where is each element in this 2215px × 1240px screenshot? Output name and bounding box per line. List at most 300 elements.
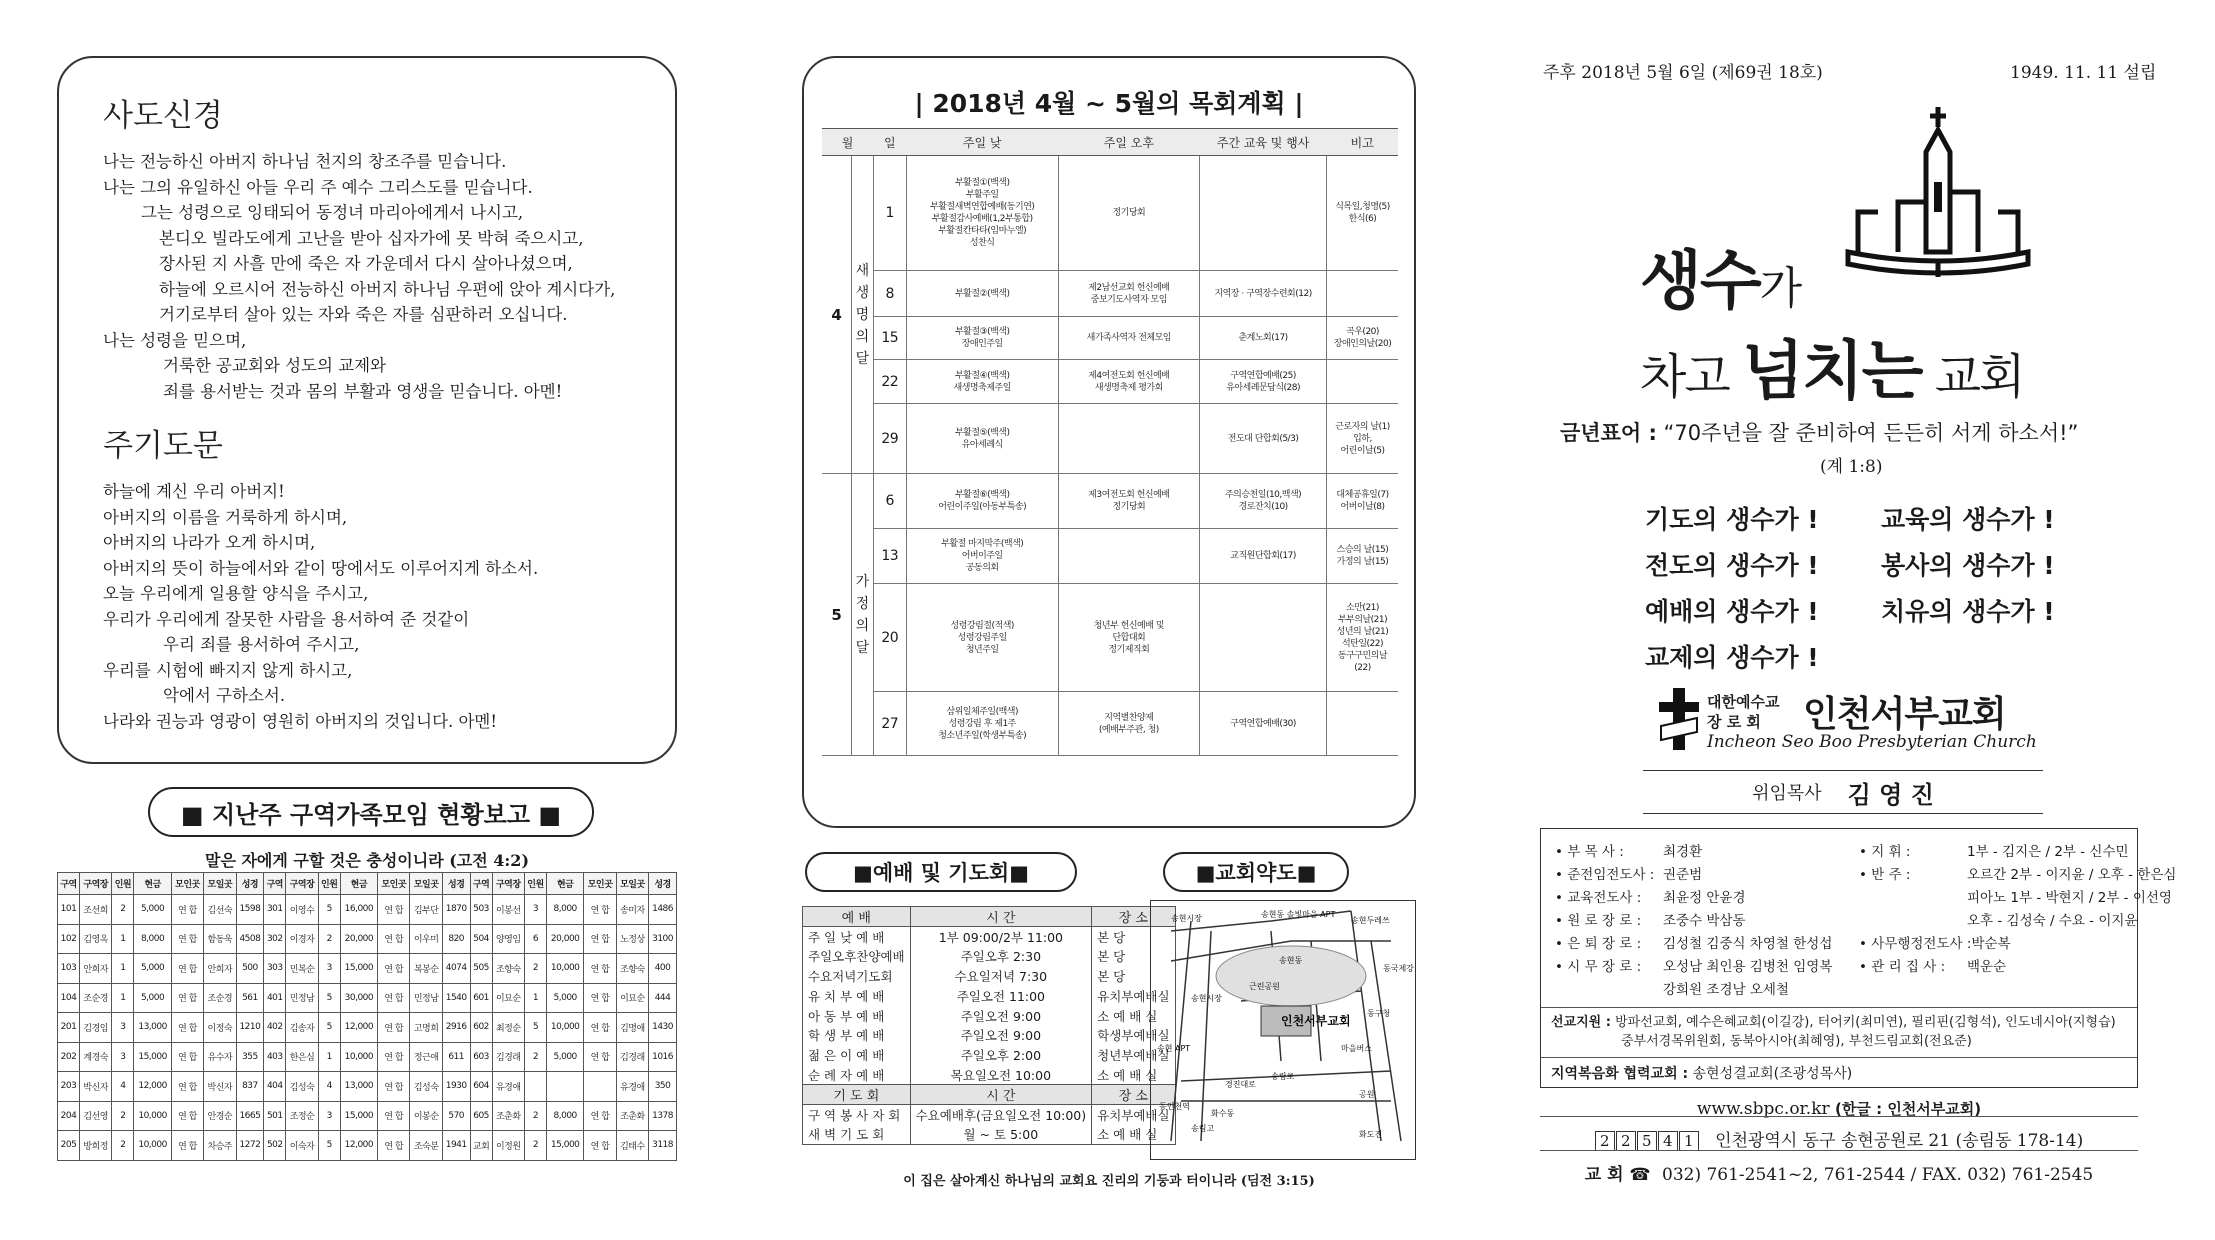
report-cell: 조선희 bbox=[80, 895, 112, 925]
worship-title: ■예배 및 기도회■ bbox=[805, 852, 1077, 892]
plan-cell-pm: 제4여전도회 헌신예배 새생명축제 평가회 bbox=[1058, 360, 1200, 404]
slogan-bold: 생수 bbox=[1640, 245, 1760, 319]
creed-title: 사도신경 bbox=[103, 98, 223, 134]
vital-item: 교제의 생수가 ! bbox=[1645, 643, 1819, 672]
staff-role: • 지 휘 : bbox=[1859, 844, 1911, 860]
worship-cell: 주일오후찬양예배 bbox=[803, 946, 911, 966]
report-cell: 연 합 bbox=[378, 983, 410, 1013]
report-cell: 김영옥 bbox=[80, 924, 112, 954]
worship-cell: 목요일오전 10:00 bbox=[910, 1065, 1092, 1085]
creed-line: 거기로부터 살아 있는 자와 죽은 자를 심판하러 오십니다. bbox=[159, 305, 568, 324]
report-cell: 안경순 bbox=[204, 1101, 236, 1131]
report-cell: 2 bbox=[112, 895, 134, 925]
plan-cell-note bbox=[1326, 271, 1398, 317]
report-cell: 1272 bbox=[236, 1131, 264, 1161]
plan-row bbox=[822, 474, 1398, 529]
slogan-line1 bbox=[1640, 230, 1800, 322]
worship-cell: 학 생 부 예 배 bbox=[803, 1025, 911, 1045]
plan-cell-pm: 지역별찬양제 (예배부주관, 청) bbox=[1058, 692, 1200, 756]
map-label: 공원 bbox=[1359, 1090, 1375, 1099]
prayer-line: 아버지의 이름을 거룩하게 하시며, bbox=[103, 507, 348, 527]
report-cell: 5,000 bbox=[134, 895, 171, 925]
staff-names: 최윤정 안윤경 bbox=[1663, 890, 1746, 906]
staff-role: • 부 목 사 : bbox=[1555, 844, 1624, 860]
report-cell: 안희자 bbox=[204, 954, 236, 984]
report-cell: 4 bbox=[318, 1072, 340, 1102]
report-cell: 김명애 bbox=[616, 1013, 648, 1043]
report-cell: 303 bbox=[264, 954, 286, 984]
staff-role: • 교육전도사 : bbox=[1555, 890, 1642, 906]
mission-label: 선교지원 : bbox=[1551, 1015, 1611, 1030]
staff-names: 조중수 박삼동 bbox=[1663, 913, 1746, 929]
worship-cell: 유치부예배실 bbox=[1092, 986, 1175, 1006]
worship-cell: 소 예 배 실 bbox=[1092, 1006, 1175, 1026]
report-cell: 이정원 bbox=[492, 1131, 524, 1161]
report-cell: 조향숙 bbox=[616, 954, 648, 984]
plan-day: 1 bbox=[873, 156, 906, 271]
report-header: 구역장 bbox=[80, 873, 112, 895]
report-cell: 정근애 bbox=[410, 1042, 442, 1072]
report-cell: 2 bbox=[112, 1101, 134, 1131]
report-cell: 김성숙 bbox=[286, 1072, 318, 1102]
church-map bbox=[1150, 900, 1416, 1160]
report-cell: 561 bbox=[236, 983, 264, 1013]
staff-names: 백운순 bbox=[1967, 959, 2007, 975]
plan-day: 15 bbox=[873, 317, 906, 360]
worship-cell: 아 동 부 예 배 bbox=[803, 1006, 911, 1026]
table-row bbox=[58, 1013, 677, 1043]
report-cell: 연 합 bbox=[171, 1101, 203, 1131]
zip-digit: 5 bbox=[1637, 1131, 1657, 1151]
report-cell: 연 합 bbox=[584, 895, 616, 925]
staff-line bbox=[1859, 956, 2139, 979]
report-cell: 1 bbox=[112, 924, 134, 954]
report-cell: 1540 bbox=[442, 983, 470, 1013]
report-cell: 205 bbox=[58, 1131, 80, 1161]
plan-header: 비고 bbox=[1326, 129, 1398, 156]
report-header: 모일곳 bbox=[410, 873, 442, 895]
report-cell: 송미자 bbox=[616, 895, 648, 925]
prayer-line: 오늘 우리에게 일용할 양식을 주시고, bbox=[103, 584, 369, 603]
report-cell: 연 합 bbox=[171, 1131, 203, 1161]
report-cell: 복봉순 bbox=[410, 954, 442, 984]
partner-church: 송현성결교회(조광성목사) bbox=[1692, 1066, 1853, 1082]
report-cell: 2 bbox=[318, 924, 340, 954]
plan-cell-edu: 구역연합예배(30) bbox=[1200, 692, 1327, 756]
report-cell: 계경숙 bbox=[80, 1042, 112, 1072]
report-cell: 10,000 bbox=[546, 1013, 583, 1043]
issue-date: 주후 2018년 5월 6일 (제69권 18호) bbox=[1543, 63, 1823, 83]
plan-cell-am: 성령강림절(적색) 성령강림주일 청년주일 bbox=[906, 584, 1058, 692]
report-cell: 505 bbox=[470, 954, 492, 984]
creed-line: 장사된 지 사흘 만에 죽은 자 가운데서 다시 살아나셨으며, bbox=[159, 254, 573, 273]
plan-cell-note: 대체공휴일(7) 어버이날(8) bbox=[1326, 474, 1398, 529]
report-header: 모일곳 bbox=[616, 873, 648, 895]
annual-motto bbox=[1560, 417, 2078, 447]
report-cell: 이숙자 bbox=[286, 1131, 318, 1161]
report-cell: 570 bbox=[442, 1101, 470, 1131]
plan-cell-pm: 제3여전도회 헌신예배 정기당회 bbox=[1058, 474, 1200, 529]
staff-line bbox=[1555, 841, 1855, 864]
report-cell: 8,000 bbox=[546, 895, 583, 925]
plan-cell-am: 부활절 마지막주(백색) 어버이주일 공동의회 bbox=[906, 529, 1058, 584]
report-header: 구역 bbox=[264, 873, 286, 895]
table-row bbox=[58, 1072, 677, 1102]
report-cell: 3 bbox=[318, 1101, 340, 1131]
worship-header: 예 배 bbox=[803, 907, 911, 927]
report-cell: 8,000 bbox=[134, 924, 171, 954]
map-label: 송현 APT bbox=[1157, 1044, 1191, 1053]
vital-item: 전도의 생수가 ! bbox=[1645, 551, 1819, 580]
report-cell: 401 bbox=[264, 983, 286, 1013]
staff-line bbox=[1555, 956, 1855, 979]
denomination-2: 장 로 회 bbox=[1707, 713, 1761, 731]
prayer-text bbox=[103, 479, 631, 734]
staff-role: • 시 무 장 로 : bbox=[1555, 959, 1642, 975]
worship-cell: 소 예 배 실 bbox=[1092, 1125, 1175, 1145]
report-cell: 유경애 bbox=[492, 1072, 524, 1102]
worship-cell: 학생부예배실 bbox=[1092, 1025, 1175, 1045]
report-cell: 12,000 bbox=[340, 1013, 377, 1043]
plan-cell-edu bbox=[1200, 156, 1327, 271]
plan-row bbox=[822, 404, 1398, 474]
worship-row bbox=[803, 986, 1176, 1006]
map-label: 화수동 bbox=[1211, 1109, 1235, 1118]
report-cell: 103 bbox=[58, 954, 80, 984]
worship-header: 기 도 회 bbox=[803, 1085, 911, 1105]
plan-row bbox=[822, 529, 1398, 584]
ministry-plan-table bbox=[822, 128, 1398, 756]
map-label: 송현두레쓰 bbox=[1351, 916, 1390, 925]
report-cell: 5,000 bbox=[546, 1042, 583, 1072]
staff-line bbox=[1859, 910, 2139, 933]
report-cell: 3 bbox=[112, 1013, 134, 1043]
report-cell: 4074 bbox=[442, 954, 470, 984]
prayer-line: 우리 죄를 용서하여 주시고, bbox=[163, 635, 360, 654]
motto-text: “70주년을 잘 준비하여 든든히 서게 하소서!” bbox=[1663, 421, 2079, 445]
report-cell: 연 합 bbox=[378, 954, 410, 984]
church-bible-icon bbox=[1838, 102, 2038, 302]
address-line bbox=[1540, 1126, 2138, 1151]
report-cell: 이영수 bbox=[286, 895, 318, 925]
report-cell: 함동욱 bbox=[204, 924, 236, 954]
report-title: ■ 지난주 구역가족모임 현황보고 ■ bbox=[148, 787, 594, 837]
report-cell: 355 bbox=[236, 1042, 264, 1072]
map-label: 화도진 bbox=[1359, 1130, 1383, 1139]
creed-text bbox=[103, 149, 631, 404]
staff-line bbox=[1859, 841, 2139, 864]
plan-cell-edu: 구역연합예배(25) 유아세례문답식(28) bbox=[1200, 360, 1327, 404]
report-cell: 3100 bbox=[649, 924, 677, 954]
website-korean: (한글 : 인천서부교회) bbox=[1835, 1100, 1982, 1118]
motto-reference: (계 1:8) bbox=[1820, 457, 1883, 477]
table-row bbox=[58, 954, 677, 984]
report-cell: 김선영 bbox=[80, 1101, 112, 1131]
report-cell: 604 bbox=[470, 1072, 492, 1102]
plan-cell-edu: 지역장 · 구역장수련회(12) bbox=[1200, 271, 1327, 317]
report-header: 현금 bbox=[546, 873, 583, 895]
report-cell: 15,000 bbox=[340, 1101, 377, 1131]
report-cell: 10,000 bbox=[134, 1131, 171, 1161]
staff-line bbox=[1555, 864, 1855, 887]
denomination-1: 대한예수교 bbox=[1707, 693, 1780, 711]
report-cell: 김태수 bbox=[616, 1131, 648, 1161]
map-label: 동국제강 bbox=[1383, 964, 1414, 973]
staff-role: • 사무행정전도사 : bbox=[1859, 936, 1972, 952]
map-label: 송현시장 bbox=[1191, 994, 1222, 1003]
plan-header: 주간 교육 및 행사 bbox=[1200, 129, 1327, 156]
worship-cell: 유 치 부 예 배 bbox=[803, 986, 911, 1006]
address: 인천광역시 동구 송현공원로 21 (송림동 178-14) bbox=[1715, 1131, 2084, 1151]
report-cell: 201 bbox=[58, 1013, 80, 1043]
report-cell: 10,000 bbox=[340, 1042, 377, 1072]
plan-cell-am: 부활절⑤(백색) 유아세례식 bbox=[906, 404, 1058, 474]
table-row bbox=[58, 1042, 677, 1072]
report-cell: 444 bbox=[649, 983, 677, 1013]
report-cell: 820 bbox=[442, 924, 470, 954]
creed-line: 나는 전능하신 아버지 하나님 천지의 창조주를 믿습니다. bbox=[103, 152, 507, 171]
vital-item: 교육의 생수가 ! bbox=[1881, 505, 2055, 534]
report-header: 현금 bbox=[134, 873, 171, 895]
prayer-line: 우리가 우리에게 잘못한 사람을 용서하여 준 것같이 bbox=[103, 609, 470, 629]
report-cell: 3 bbox=[524, 895, 546, 925]
worship-row bbox=[803, 1025, 1176, 1045]
report-cell: 조순경 bbox=[204, 983, 236, 1013]
report-cell: 502 bbox=[264, 1131, 286, 1161]
plan-title: | 2018년 4월 ~ 5월의 목회계획 | bbox=[914, 89, 1304, 118]
report-header: 모일곳 bbox=[204, 873, 236, 895]
report-cell: 연 합 bbox=[171, 954, 203, 984]
plan-cell-edu: 주의승천일(10,백색) 경로잔치(10) bbox=[1200, 474, 1327, 529]
report-cell: 20,000 bbox=[340, 924, 377, 954]
report-cell: 안희자 bbox=[80, 954, 112, 984]
plan-cell-note: 식목일,청명(5) 한식(6) bbox=[1326, 156, 1398, 271]
plan-day: 8 bbox=[873, 271, 906, 317]
report-cell: 1598 bbox=[236, 895, 264, 925]
worship-cell: 주일오전 11:00 bbox=[910, 986, 1092, 1006]
report-header: 성경 bbox=[236, 873, 264, 895]
report-header: 모인곳 bbox=[171, 873, 203, 895]
report-cell: 한은심 bbox=[286, 1042, 318, 1072]
worship-cell: 본 당 bbox=[1092, 966, 1175, 986]
report-cell: 1016 bbox=[649, 1042, 677, 1072]
report-cell: 유수자 bbox=[204, 1042, 236, 1072]
report-cell: 12,000 bbox=[134, 1072, 171, 1102]
plan-header: 주일 낮 bbox=[906, 129, 1058, 156]
map-label: 송림고 bbox=[1191, 1124, 1215, 1133]
report-cell: 3118 bbox=[649, 1131, 677, 1161]
worship-row bbox=[803, 1105, 1176, 1125]
map-label: 마을버스 bbox=[1341, 1044, 1372, 1053]
plan-cell-am: 부활절②(백색) bbox=[906, 271, 1058, 317]
report-cell: 3 bbox=[318, 954, 340, 984]
report-cell: 3 bbox=[112, 1042, 134, 1072]
table-row bbox=[58, 983, 677, 1013]
report-cell: 503 bbox=[470, 895, 492, 925]
report-subtitle: 말은 자에게 구할 것은 충성이니라 (고전 4:2) bbox=[204, 851, 530, 870]
report-cell: 이우미 bbox=[410, 924, 442, 954]
phone-label: 교 회 ☎ bbox=[1584, 1165, 1651, 1185]
plan-header: 일 bbox=[873, 129, 906, 156]
report-cell: 1 bbox=[524, 983, 546, 1013]
report-cell: 350 bbox=[649, 1072, 677, 1102]
worship-row bbox=[803, 1045, 1176, 1065]
report-cell: 1378 bbox=[649, 1101, 677, 1131]
prayer-line: 우리를 시험에 빠지지 않게 하시고, bbox=[103, 660, 353, 680]
pastor-line bbox=[1643, 770, 2043, 814]
plan-header: 주일 오후 bbox=[1058, 129, 1200, 156]
worship-cell: 본 당 bbox=[1092, 927, 1175, 947]
creed-line: 거룩한 공교회와 성도의 교제와 bbox=[163, 356, 386, 375]
report-header: 인원 bbox=[524, 873, 546, 895]
prayer-line: 나라와 권능과 영광이 영원히 아버지의 것입니다. 아멘! bbox=[103, 711, 498, 731]
report-cell: 조정순 bbox=[286, 1101, 318, 1131]
worship-header: 장 소 bbox=[1092, 907, 1175, 927]
plan-day: 27 bbox=[873, 692, 906, 756]
report-cell: 1486 bbox=[649, 895, 677, 925]
report-cell: 1870 bbox=[442, 895, 470, 925]
staff-role: • 은 퇴 장 로 : bbox=[1555, 936, 1642, 952]
report-cell: 5 bbox=[318, 1131, 340, 1161]
staff-line bbox=[1555, 887, 1855, 910]
staff-names: 권준범 bbox=[1663, 867, 1703, 883]
plan-month: 5 bbox=[822, 474, 851, 756]
report-header: 인원 bbox=[112, 873, 134, 895]
report-cell bbox=[546, 1072, 583, 1102]
plan-cell-am: 부활절⑥(백색) 어린이주일(아동부특송) bbox=[906, 474, 1058, 529]
vital-item: 치유의 생수가 ! bbox=[1881, 597, 2055, 626]
map-label: 송현동 솔빛마을 APT bbox=[1261, 910, 1336, 919]
worship-row bbox=[803, 966, 1176, 986]
prayer-line: 아버지의 나라가 오게 하시며, bbox=[103, 533, 316, 552]
worship-cell: 순 례 자 예 배 bbox=[803, 1065, 911, 1085]
slogan2-b: 넘치는 bbox=[1742, 335, 1922, 409]
report-cell: 연 합 bbox=[378, 1131, 410, 1161]
report-cell: 김성숙 bbox=[410, 1072, 442, 1102]
map-drawing bbox=[1151, 901, 1417, 1161]
report-cell: 방희정 bbox=[80, 1131, 112, 1161]
plan-cell-edu: 춘계노회(17) bbox=[1200, 317, 1327, 360]
plan-cell-note: 스승의 날(15) 가정의 날(15) bbox=[1326, 529, 1398, 584]
prayer-line: 아버지의 뜻이 하늘에서와 같이 땅에서도 이루어지게 하소서. bbox=[103, 558, 539, 578]
map-title: ■교회약도■ bbox=[1163, 852, 1349, 892]
prayer-line: 하늘에 계신 우리 아버지! bbox=[103, 482, 285, 501]
plan-cell-edu: 교직원단합회(17) bbox=[1200, 529, 1327, 584]
prayer-line: 악에서 구하소서. bbox=[163, 686, 286, 705]
staff-names: 강희원 조경남 오세철 bbox=[1663, 982, 1789, 998]
plan-row bbox=[822, 360, 1398, 404]
report-cell: 504 bbox=[470, 924, 492, 954]
report-cell: 203 bbox=[58, 1072, 80, 1102]
report-cell: 5 bbox=[318, 983, 340, 1013]
report-cell: 5 bbox=[318, 1013, 340, 1043]
report-cell: 연 합 bbox=[378, 924, 410, 954]
report-cell: 연 합 bbox=[378, 1072, 410, 1102]
worship-cell: 1부 09:00/2부 11:00 bbox=[910, 927, 1092, 947]
worship-header: 시 간 bbox=[910, 907, 1092, 927]
report-cell: 노정상 bbox=[616, 924, 648, 954]
report-cell: 10,000 bbox=[134, 1101, 171, 1131]
report-cell: 403 bbox=[264, 1042, 286, 1072]
plan-cell-pm: 정기당회 bbox=[1058, 156, 1200, 271]
plan-cell-am: 부활절③(백색) 장애인주일 bbox=[906, 317, 1058, 360]
slogan2-a: 차고 bbox=[1640, 349, 1742, 405]
worship-cell: 소 예 배 실 bbox=[1092, 1065, 1175, 1085]
divider bbox=[1540, 1116, 2138, 1117]
map-label: 동인천역 bbox=[1159, 1102, 1190, 1111]
plan-day: 29 bbox=[873, 404, 906, 474]
report-header: 성경 bbox=[649, 873, 677, 895]
report-cell: 김송자 bbox=[286, 1013, 318, 1043]
report-cell: 1 bbox=[112, 983, 134, 1013]
report-cell: 402 bbox=[264, 1013, 286, 1043]
report-cell: 30,000 bbox=[340, 983, 377, 1013]
report-cell: 837 bbox=[236, 1072, 264, 1102]
report-cell: 5 bbox=[318, 895, 340, 925]
report-cell: 20,000 bbox=[546, 924, 583, 954]
report-cell: 302 bbox=[264, 924, 286, 954]
report-cell: 5,000 bbox=[134, 983, 171, 1013]
report-cell: 13,000 bbox=[340, 1072, 377, 1102]
report-cell: 15,000 bbox=[546, 1131, 583, 1161]
zip-code bbox=[1595, 1131, 1700, 1151]
report-cell: 김경래 bbox=[616, 1042, 648, 1072]
plan-cell-edu bbox=[1200, 584, 1327, 692]
report-cell: 15,000 bbox=[340, 954, 377, 984]
plan-day: 6 bbox=[873, 474, 906, 529]
plan-cell-pm bbox=[1058, 529, 1200, 584]
plan-cell-pm: 새가족사역자 전체모임 bbox=[1058, 317, 1200, 360]
report-header: 구역 bbox=[470, 873, 492, 895]
staff-role: • 준전임전도사 : bbox=[1555, 867, 1655, 883]
report-cell: 이묘순 bbox=[492, 983, 524, 1013]
report-cell: 1665 bbox=[236, 1101, 264, 1131]
report-cell: 박신자 bbox=[80, 1072, 112, 1102]
report-cell: 이경자 bbox=[286, 924, 318, 954]
plan-cell-am: 부활절④(백색) 새생명축제주일 bbox=[906, 360, 1058, 404]
creed-line: 죄를 용서받는 것과 몸의 부활과 영생을 믿습니다. 아멘! bbox=[163, 381, 563, 401]
report-cell: 202 bbox=[58, 1042, 80, 1072]
report-cell: 차승주 bbox=[204, 1131, 236, 1161]
report-cell: 연 합 bbox=[378, 895, 410, 925]
report-cell: 2 bbox=[524, 1101, 546, 1131]
staff-line bbox=[1555, 979, 1855, 1002]
website-url[interactable]: www.sbpc.or.kr bbox=[1696, 1099, 1830, 1119]
vital-item: 기도의 생수가 ! bbox=[1645, 505, 1819, 534]
report-cell: 12,000 bbox=[340, 1131, 377, 1161]
worship-header: 장 소 bbox=[1092, 1085, 1175, 1105]
worship-cell: 수요일저녁 7:30 bbox=[910, 966, 1092, 986]
map-label: 경진대로 bbox=[1225, 1080, 1256, 1089]
report-cell: 101 bbox=[58, 895, 80, 925]
plan-cell-pm: 청년부 헌신예배 및 단합대회 정기제직회 bbox=[1058, 584, 1200, 692]
staff-line bbox=[1859, 933, 2139, 956]
map-label: 근린공원 bbox=[1249, 982, 1280, 991]
report-cell: 김선숙 bbox=[204, 895, 236, 925]
report-cell: 8,000 bbox=[546, 1101, 583, 1131]
staff-role: • 원 로 장 로 : bbox=[1555, 913, 1642, 929]
established-date: 1949. 11. 11 설립 bbox=[2010, 63, 2157, 83]
plan-cell-note: 근로자의 날(1) 입하, 어린이날(5) bbox=[1326, 404, 1398, 474]
staff-names: 오후 - 김성숙 / 수요 - 이지윤 bbox=[1967, 913, 2138, 929]
staff-line bbox=[1859, 864, 2177, 887]
slogan-line2 bbox=[1640, 320, 2023, 412]
worship-cell: 유치부예배실 bbox=[1092, 1105, 1175, 1125]
report-cell: 16,000 bbox=[340, 895, 377, 925]
worship-cell: 주일오후 2:00 bbox=[910, 1045, 1092, 1065]
worship-row bbox=[803, 1125, 1176, 1145]
report-cell: 양영임 bbox=[492, 924, 524, 954]
